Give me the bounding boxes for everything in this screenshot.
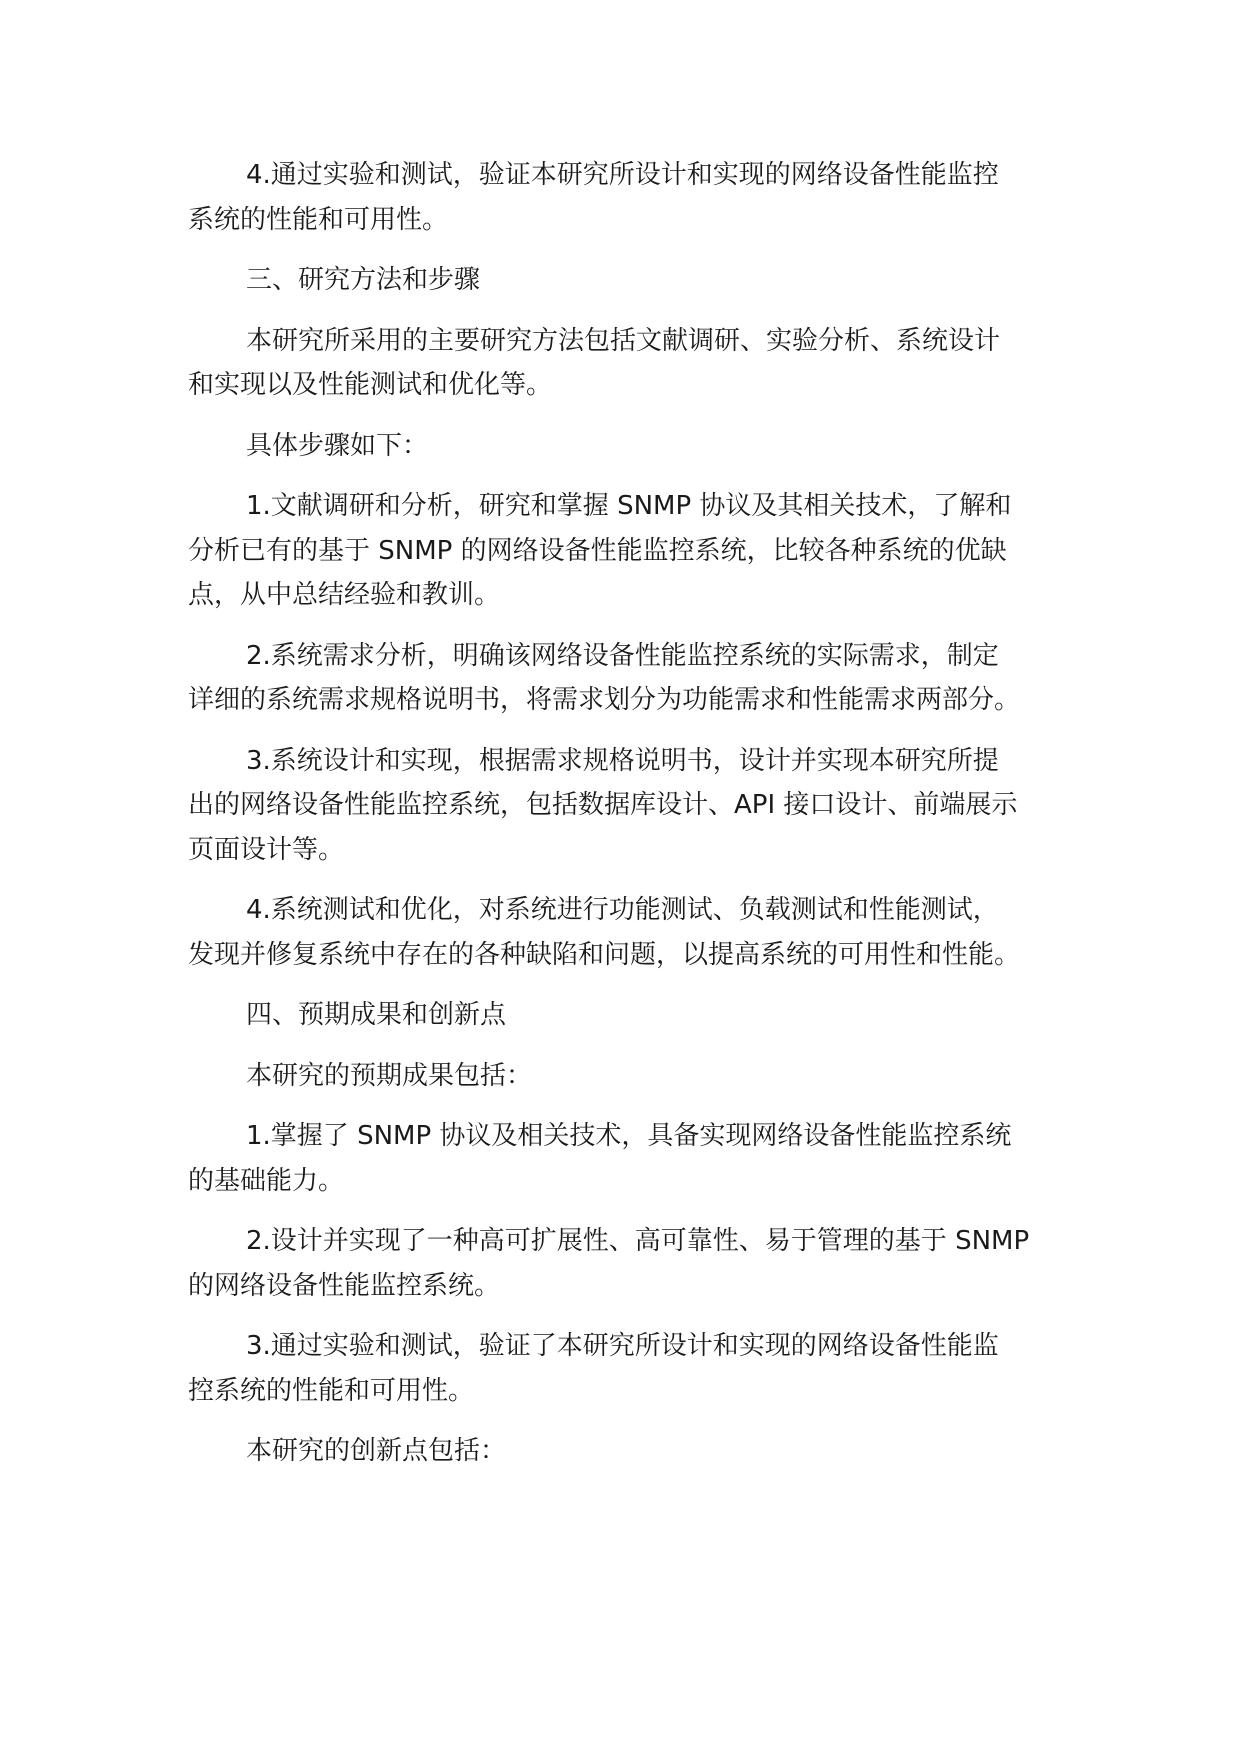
- text-line: 具体步骤如下：: [246, 430, 429, 461]
- text-line: 的基础能力。: [188, 1165, 345, 1196]
- text-line: 2.系统需求分析，明确该网络设备性能监控系统的实际需求，制定: [246, 640, 999, 671]
- paragraph-step-2: [188, 634, 1068, 723]
- text-line: 2.设计并实现了一种高可扩展性、高可靠性、易于管理的基于 SNMP: [246, 1226, 1030, 1256]
- text-line: 分析已有的基于 SNMP 的网络设备性能监控系统，比较各种系统的优缺: [188, 535, 1007, 566]
- text-line: 3.通过实验和测试，验证了本研究所设计和实现的网络设备性能监: [246, 1331, 999, 1361]
- paragraph-step-3: [188, 739, 1068, 873]
- section-heading-methods: [188, 258, 1068, 303]
- text-line: 1.文献调研和分析，研究和掌握 SNMP 协议及其相关技术，了解和: [246, 491, 1012, 521]
- text-line: 4.通过实验和测试，验证本研究所设计和实现的网络设备性能监控: [246, 160, 999, 190]
- paragraph-outcomes-intro: [188, 1054, 1068, 1099]
- text-line: 点，从中总结经验和教训。: [188, 580, 501, 610]
- text-line: 1.掌握了 SNMP 协议及相关技术，具备实现网络设备性能监控系统: [246, 1121, 1012, 1151]
- text-line: 本研究的创新点包括：: [246, 1436, 507, 1466]
- text-line: 详细的系统需求规格说明书，将需求划分为功能需求和性能需求两部分。: [188, 685, 1021, 715]
- paragraph-steps-intro: [188, 424, 1068, 469]
- text-line: 系统的性能和可用性。: [188, 204, 449, 235]
- paragraph-methods-intro: [188, 319, 1068, 408]
- paragraph-step-1: [188, 484, 1068, 618]
- text-line: 页面设计等。: [188, 834, 345, 865]
- text-line: 本研究所采用的主要研究方法包括文献调研、实验分析、系统设计: [246, 325, 1001, 356]
- text-line: 3.系统设计和实现，根据需求规格说明书，设计并实现本研究所提: [246, 745, 999, 776]
- paragraph-outcome-1: [188, 1114, 1068, 1203]
- paragraph-innovations-intro: [188, 1429, 1068, 1474]
- text-line: 的网络设备性能监控系统。: [188, 1270, 501, 1301]
- paragraph-outcome-2: [188, 1219, 1068, 1308]
- text-line: 本研究的预期成果包括：: [246, 1060, 533, 1091]
- text-line: 4.系统测试和优化，对系统进行功能测试、负载测试和性能测试，: [246, 895, 999, 925]
- text-line: 出的网络设备性能监控系统，包括数据库设计、API 接口设计、前端展示: [188, 790, 1018, 820]
- heading-text: 三、研究方法和步骤: [246, 265, 481, 295]
- section-heading-outcomes: [188, 993, 1068, 1038]
- heading-text: 四、预期成果和创新点: [246, 1000, 507, 1030]
- paragraph-objective-4: [188, 153, 1068, 242]
- text-line: 和实现以及性能测试和优化等。: [188, 370, 553, 400]
- paragraph-step-4: [188, 888, 1068, 977]
- paragraph-outcome-3: [188, 1324, 1068, 1413]
- text-line: 发现并修复系统中存在的各种缺陷和问题，以提高系统的可用性和性能。: [188, 939, 1021, 970]
- text-line: 控系统的性能和可用性。: [188, 1375, 475, 1406]
- document-body: [188, 153, 1068, 1474]
